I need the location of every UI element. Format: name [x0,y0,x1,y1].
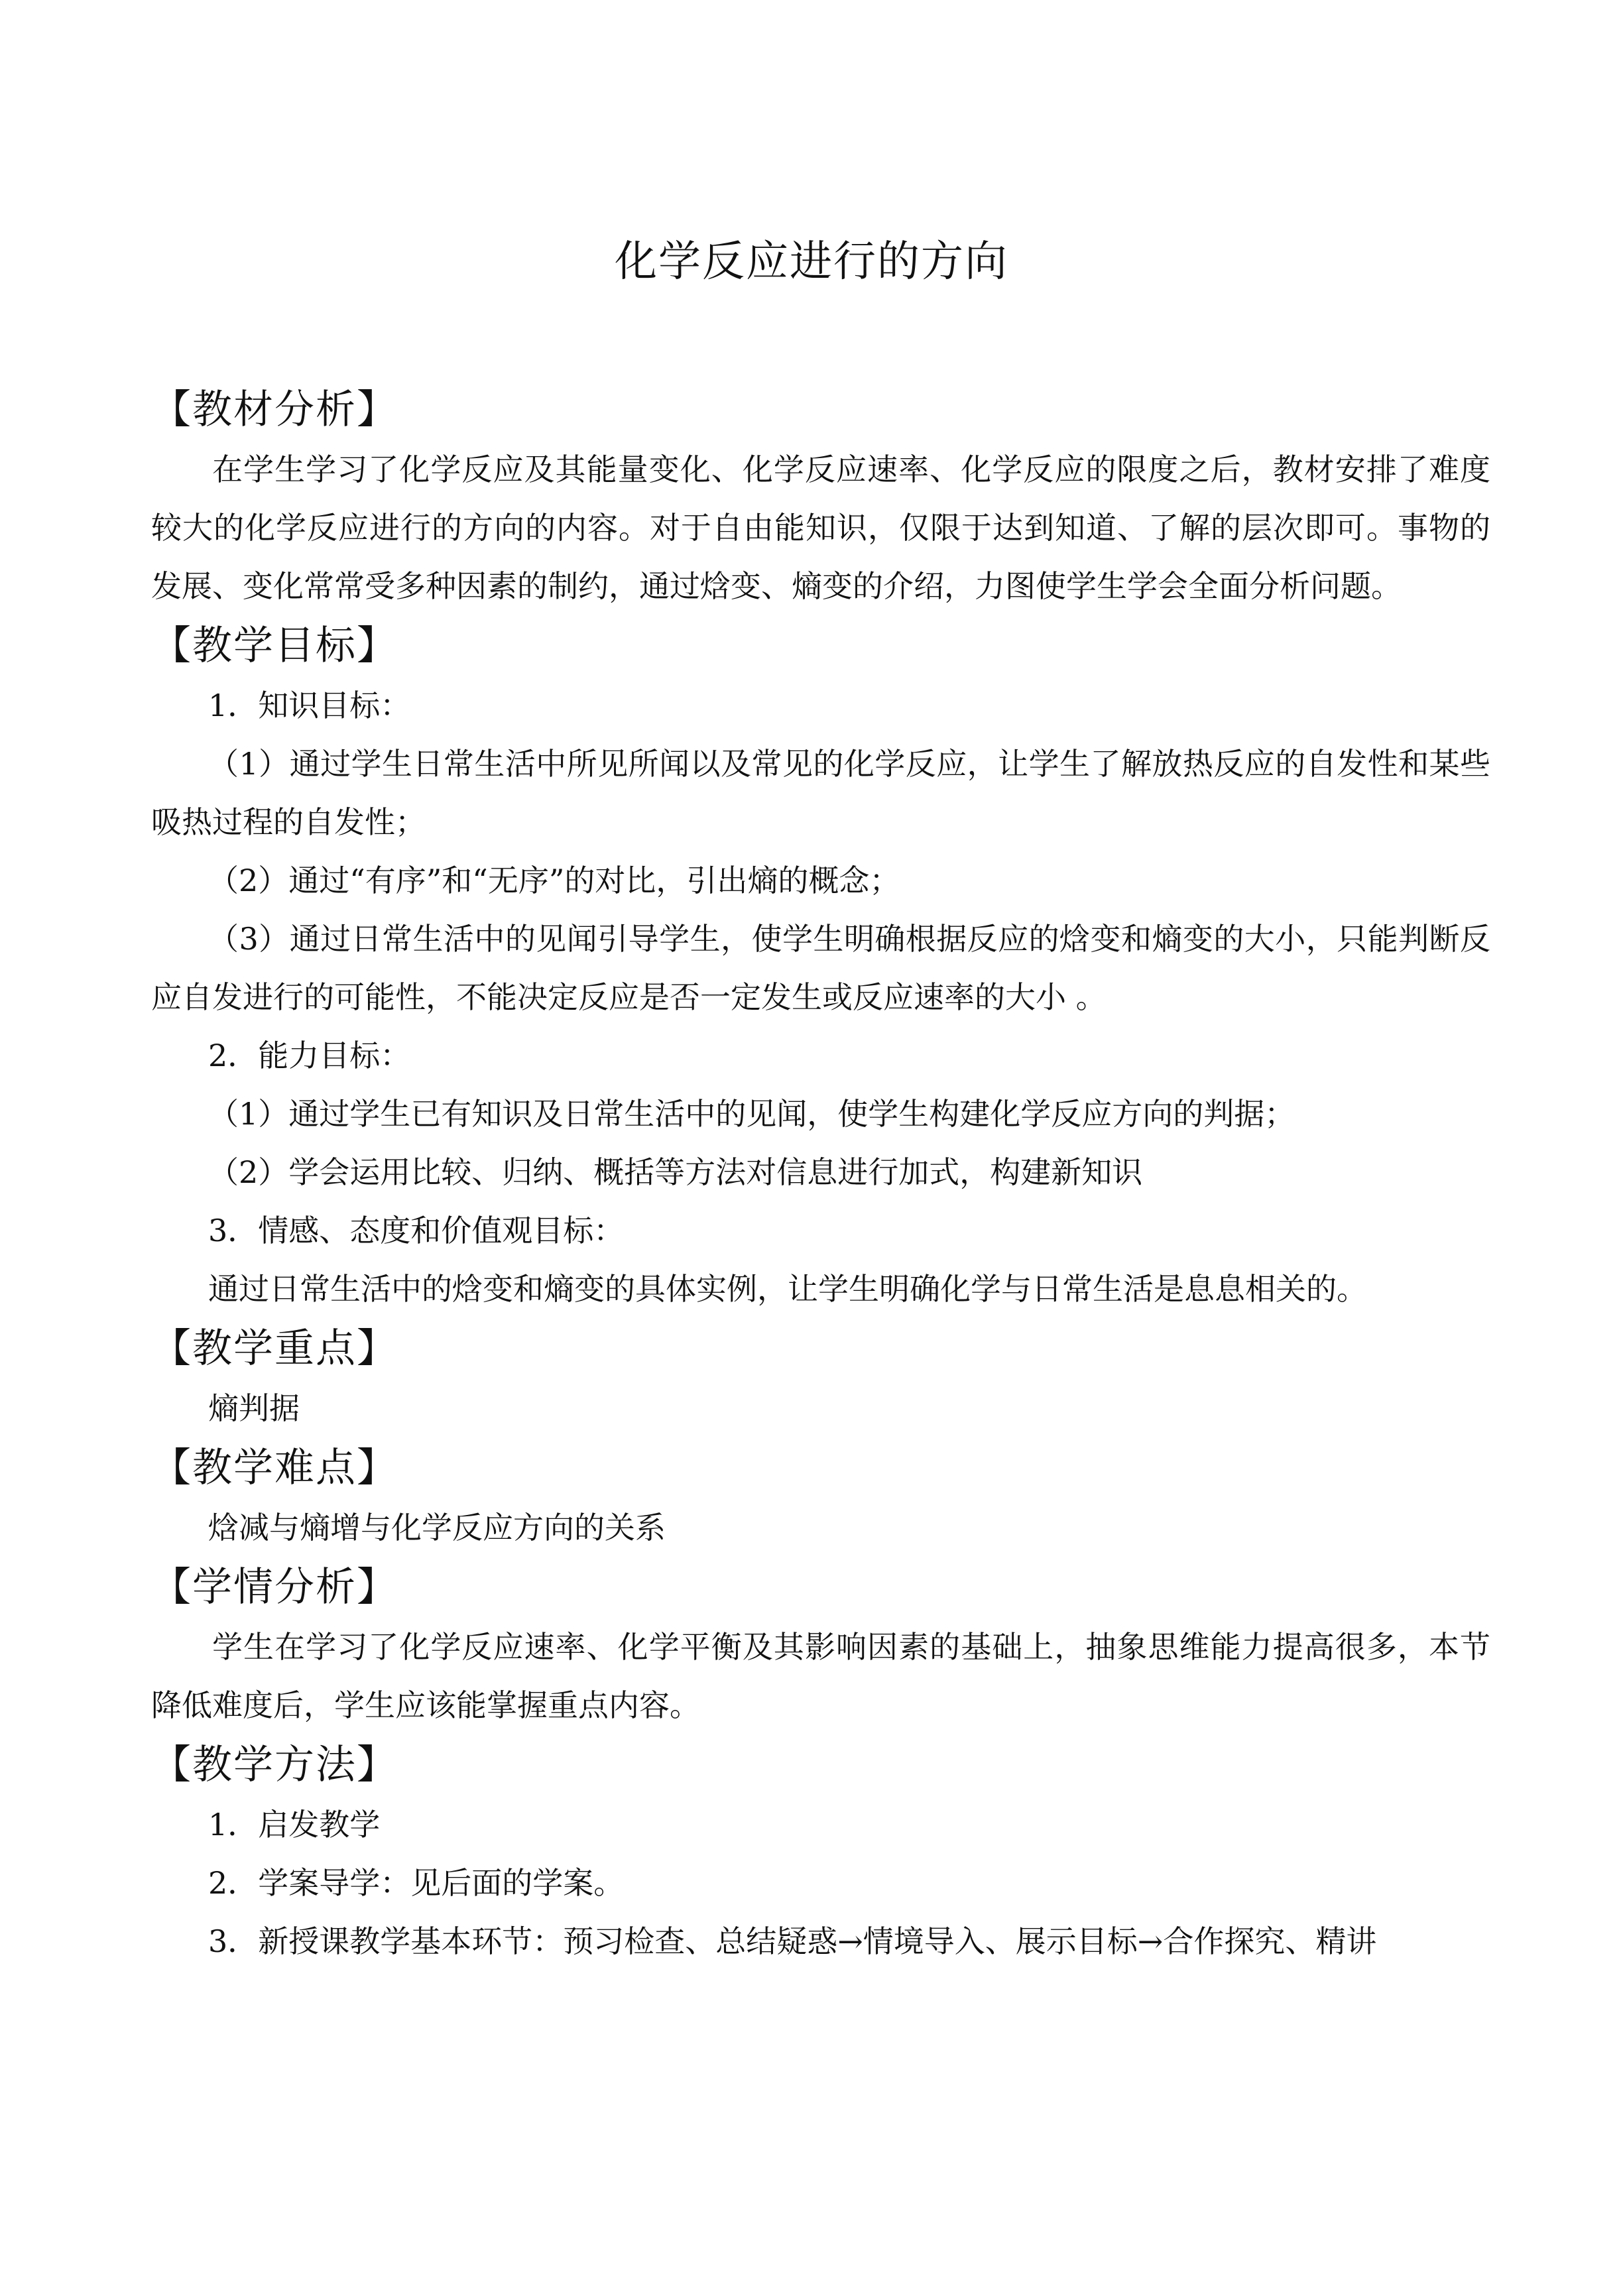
page-title: 化学反应进行的方向 [615,237,1008,286]
document-body [151,379,1490,1970]
key-points-text: 熵判据 [208,1390,300,1426]
students-paragraph: 学生在学习了化学反应速率、化学平衡及其影响因素的基础上，抽象思维能力提高很多，本节降低难度后，学生应该能掌握重点内容。 [151,1629,1490,1723]
section-heading-objectives: 【教学目标】 [151,623,398,669]
knowledge-objective-2: （2）通过“有序”和“无序”的对比，引出熵的概念； [208,863,900,898]
emotion-objective-label: 3．情感、态度和价值观目标： [208,1213,625,1248]
knowledge-objective-1: （1）通过学生日常生活中所见所闻以及常见的化学反应，让学生了解放热反应的自发性和某些吸热过程的自发性； [151,746,1490,840]
section-heading-key-points: 【教学重点】 [151,1325,398,1372]
section-heading-students: 【学情分析】 [151,1564,398,1610]
ability-objective-2: （2）学会运用比较、归纳、概括等方法对信息进行加式，构建新知识 [208,1154,1143,1190]
method-item-3: 3．新授课教学基本环节：预习检查、总结疑惑→情境导入、展示目标→合作探究、精讲 [208,1923,1377,1959]
method-item-1: 1．启发教学 [208,1807,381,1843]
section-heading-difficulties: 【教学难点】 [151,1445,398,1491]
difficulties-text: 焓减与熵增与化学反应方向的关系 [208,1510,666,1545]
ability-objective-label: 2．能力目标： [208,1038,411,1073]
emotion-objective-1: 通过日常生活中的焓变和熵变的具体实例，让学生明确化学与日常生活是息息相关的。 [208,1271,1367,1307]
section-heading-methods: 【教学方法】 [151,1742,398,1788]
materials-paragraph: 在学生学习了化学反应及其能量变化、化学反应速率、化学反应的限度之后，教材安排了难度较大的化学反应进行的方向的内容。对于自由能知识，仅限于达到知道、了解的层次即可。事物的发展、变化常常受多种因素的制约，通过焓变、熵变的介绍，力图使学生学会全面分析问题。 [151,452,1490,604]
method-item-2: 2．学案导学：见后面的学案。 [208,1865,625,1901]
knowledge-objective-label: 1．知识目标： [208,688,411,723]
section-heading-materials: 【教材分析】 [151,387,398,433]
ability-objective-1: （1）通过学生已有知识及日常生活中的见闻，使学生构建化学反应方向的判据； [208,1096,1295,1132]
knowledge-objective-3: （3）通过日常生活中的见闻引导学生，使学生明确根据反应的焓变和熵变的大小，只能判断反应自发进行的可能性，不能决定反应是否一定发生或反应速率的大小 。 [151,921,1490,1015]
